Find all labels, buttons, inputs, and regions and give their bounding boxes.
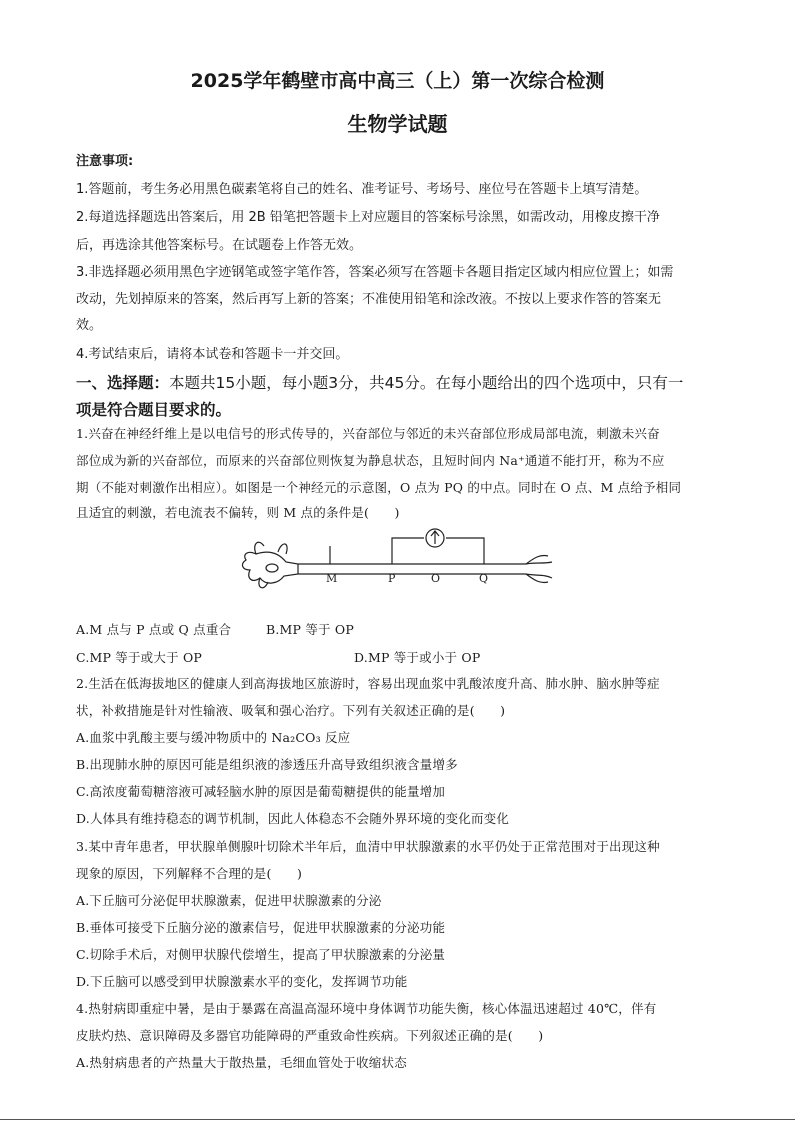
q4-stem-line: 皮肤灼热、意识障碍及多器官功能障碍的严重致命性疾病。下列叙述正确的是( ) bbox=[76, 1028, 544, 1043]
notice-heading: 注意事项: bbox=[76, 154, 134, 169]
q1-option-b: B.MP 等于 OP bbox=[266, 622, 354, 637]
q1-stem-line: 期（不能对刺激作出相应）。如图是一个神经元的示意图，O 点为 PQ 的中点。同时在 O 点、M 点给予相同 bbox=[76, 480, 682, 495]
meter-wire bbox=[392, 538, 484, 564]
q2-option: B.出现肺水肿的原因可能是组织液的渗透压升高导致组织液含量增多 bbox=[76, 757, 458, 772]
q3-option: B.垂体可接受下丘脑分泌的激素信号，促进甲状腺激素的分泌功能 bbox=[76, 920, 446, 935]
notice-line: 改动，先划掉原来的答案，然后再写上新的答案；不准使用铅笔和涂改液。不按以上要求作答的答案无 bbox=[76, 292, 662, 307]
label-o: O bbox=[431, 572, 441, 585]
section-lead: 一、选择题： bbox=[76, 374, 170, 392]
notice-line: 4.考试结束后，请将本试卷和答题卡一并交回。 bbox=[76, 347, 349, 362]
neuron-diagram bbox=[238, 524, 558, 606]
q2-option: D.人体具有维持稳态的调节机制，因此人体稳态不会随外界环境的变化而变化 bbox=[76, 811, 510, 826]
q2-option: A.血浆中乳酸主要与缓冲物质中的 Na₂CO₃ 反应 bbox=[76, 730, 351, 745]
q1-option-a: A.M 点与 P 点或 Q 点重合 bbox=[76, 622, 232, 637]
exam-title: 2025学年鹤壁市高中高三（上）第一次综合检测 bbox=[190, 70, 605, 92]
label-p: P bbox=[388, 572, 396, 585]
section-heading-cont: 项是符合题目要求的。 bbox=[76, 401, 232, 419]
notice-line: 3.非选择题必须用黑色字迹钢笔或签字笔作答，答案必须写在答题卡各题目指定区域内相应位置上；如需 bbox=[76, 265, 674, 280]
q4-option: A.热射病患者的产热量大于散热量，毛细血管处于收缩状态 bbox=[76, 1055, 407, 1070]
q2-stem-line: 2.生活在低海拔地区的健康人到高海拔地区旅游时，容易出现血浆中乳酸浓度升高、肺水肿、脑水肿等症 bbox=[76, 676, 660, 691]
dendrite bbox=[278, 544, 287, 554]
section-desc: 本题共15小题，每小题3分，共45分。在每小题给出的四个选项中，只有一 bbox=[169, 374, 684, 392]
q3-option: A.下丘脑可分泌促甲状腺激素，促进甲状腺激素的分泌 bbox=[76, 893, 382, 908]
q3-stem-line: 3.某中青年患者，甲状腺单侧腺叶切除术半年后，血清中甲状腺激素的水平仍处于正常范围对于出现这种 bbox=[76, 839, 660, 854]
section-heading bbox=[76, 371, 726, 393]
q3-stem-line: 现象的原因，下列解释不合理的是( ) bbox=[76, 866, 303, 881]
label-m: M bbox=[326, 572, 338, 585]
neuron-cell-body bbox=[243, 552, 298, 583]
label-q: Q bbox=[479, 572, 489, 585]
q3-option: C.切除手术后，对侧甲状腺代偿增生，提高了甲状腺激素的分泌量 bbox=[76, 947, 446, 962]
q1-option-d: D.MP 等于或小于 OP bbox=[354, 650, 481, 665]
q2-option: C.高浓度葡萄糖溶液可减轻脑水肿的原因是葡萄糖提供的能量增加 bbox=[76, 784, 446, 799]
notice-line: 后，再选涂其他答案标号。在试题卷上作答无效。 bbox=[76, 238, 363, 253]
notice-line: 2.每道选择题选出答案后，用 2B 铅笔把答题卡上对应题目的答案标号涂黑，如需改动，用橡皮擦干净 bbox=[76, 210, 660, 225]
galvanometer-arrow-icon bbox=[431, 531, 439, 544]
axon-terminal bbox=[526, 555, 552, 582]
q1-option-c: C.MP 等于或大于 OP bbox=[76, 650, 203, 665]
q2-stem-line: 状，补救措施是针对性输液、吸氧和强心治疗。下列有关叙述正确的是( ) bbox=[76, 703, 506, 718]
nucleus bbox=[266, 564, 278, 572]
exam-subject: 生物学试题 bbox=[347, 112, 448, 136]
notice-line: 1.答题前，考生务必用黑色碳素笔将自己的姓名、准考证号、考场号、座位号在答题卡上填写清楚。 bbox=[76, 182, 648, 197]
notice-line: 效。 bbox=[76, 318, 103, 333]
page-bottom-rule bbox=[0, 1119, 795, 1120]
q4-stem-line: 4.热射病即重症中暑，是由于暴露在高温高湿环境中身体调节功能失衡，核心体温迅速超过 40℃，伴有 bbox=[76, 1001, 657, 1016]
q1-stem-line: 部位成为新的兴奋部位，而原来的兴奋部位则恢复为静息状态，且短时间内 Na⁺通道不能打开，称为不应 bbox=[76, 453, 665, 468]
q3-option: D.下丘脑可以感受到甲状腺激素水平的变化，发挥调节功能 bbox=[76, 974, 408, 989]
q1-stem-line: 且适宜的刺激，若电流表不偏转，则 M 点的条件是( ) bbox=[76, 505, 400, 520]
q1-stem-line: 1.兴奋在神经纤维上是以电信号的形式传导的，兴奋部位与邻近的未兴奋部位形成局部电流，刺激未兴奋 bbox=[76, 426, 660, 441]
